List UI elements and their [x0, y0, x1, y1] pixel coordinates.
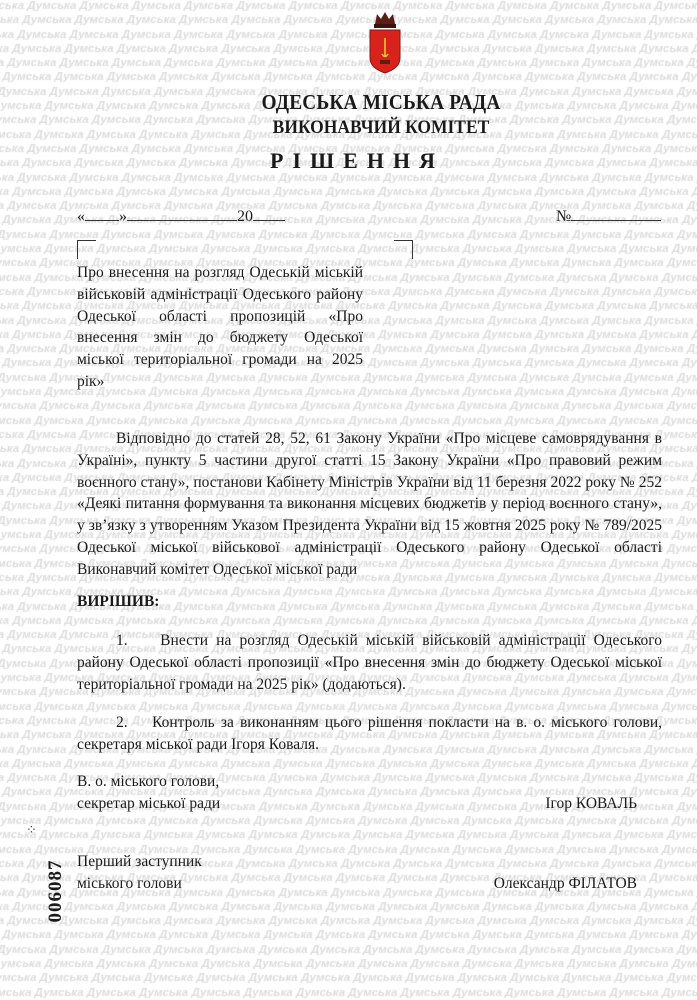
document-type-title: РІШЕННЯ [270, 148, 444, 173]
day-blank [85, 205, 119, 221]
signature-1-title-line2: секретар міської ради [77, 795, 221, 813]
date-line [77, 205, 285, 227]
resolution-item-2: 2. Контроль за виконанням цього рішення покласти на в. о. міського голови, секретаря міської ради Ігоря Коваля. [77, 713, 662, 753]
signature-2-title-line1: Перший заступник [77, 853, 202, 871]
signature-1-name: Ігор КОВАЛЬ [545, 795, 637, 813]
number-blank [571, 205, 661, 221]
signature-block-2-title [77, 851, 202, 895]
odesa-coat-of-arms-emblem [367, 10, 403, 74]
signature-block-2 [77, 851, 637, 895]
org-title: ОДЕСЬКА МІСЬКА РАДА [261, 90, 501, 114]
resolved-label: ВИРІШИВ: [77, 592, 160, 610]
year-prefix: 20 [237, 208, 253, 225]
signature-1-title-line1: В. о. міського голови, [77, 773, 220, 791]
date-open-quote: « [77, 208, 85, 225]
number-label: № [556, 208, 572, 225]
year-blank [253, 205, 285, 221]
committee-title: ВИКОНАВЧИЙ КОМІТЕТ [272, 117, 490, 138]
signature-2-title-line2: міського голови [77, 875, 182, 893]
serial-number: 006087 [45, 859, 66, 923]
document-body [77, 428, 662, 895]
signature-2-name: Олександр ФІЛАТОВ [493, 875, 637, 893]
ornament-dots-icon: ⁘ [26, 822, 37, 837]
subject-text: Про внесення на розгляд Одеській міській військовій адміністрації Одеського району Одеської області пропозицій «Про внесення змін до бюджету Одеської міської територіальної громади на 2025 рік» [77, 264, 363, 390]
resolution-item-1: 1. Внести на розгляд Одеській міській військовій адміністрації Одеського району Одеської області пропозиції «Про внесення змін до бюджету Одеської міської територіальної громади на 2025 рік» (додаються). [77, 632, 662, 693]
subject-bracket-left [77, 240, 96, 259]
month-blank [127, 205, 237, 221]
date-close-quote: » [119, 208, 127, 225]
subject-bracket-right [394, 240, 413, 259]
preamble-paragraph: Відповідно до статей 28, 52, 61 Закону України «Про місцеве самоврядування в Україні», пункту 5 частини другої статті 15 Закону України «Про правовий режим воєнного стану», постанови Кабінету Міністрів України від 11 березня 2022 року № 252 «Деякі питання формування та виконання місцевих бюджетів у період воєнного стану», у зв’язку з утворенням Указом Президента України від 15 жовтня 2025 року № 789/2025 Одеської міської військової адміністрації Одеського району Одеської області Виконавчий комітет Одеської міської ради [77, 430, 662, 578]
signature-block-1-title [77, 771, 220, 815]
signature-block-1 [77, 771, 637, 815]
number-line [556, 205, 661, 227]
